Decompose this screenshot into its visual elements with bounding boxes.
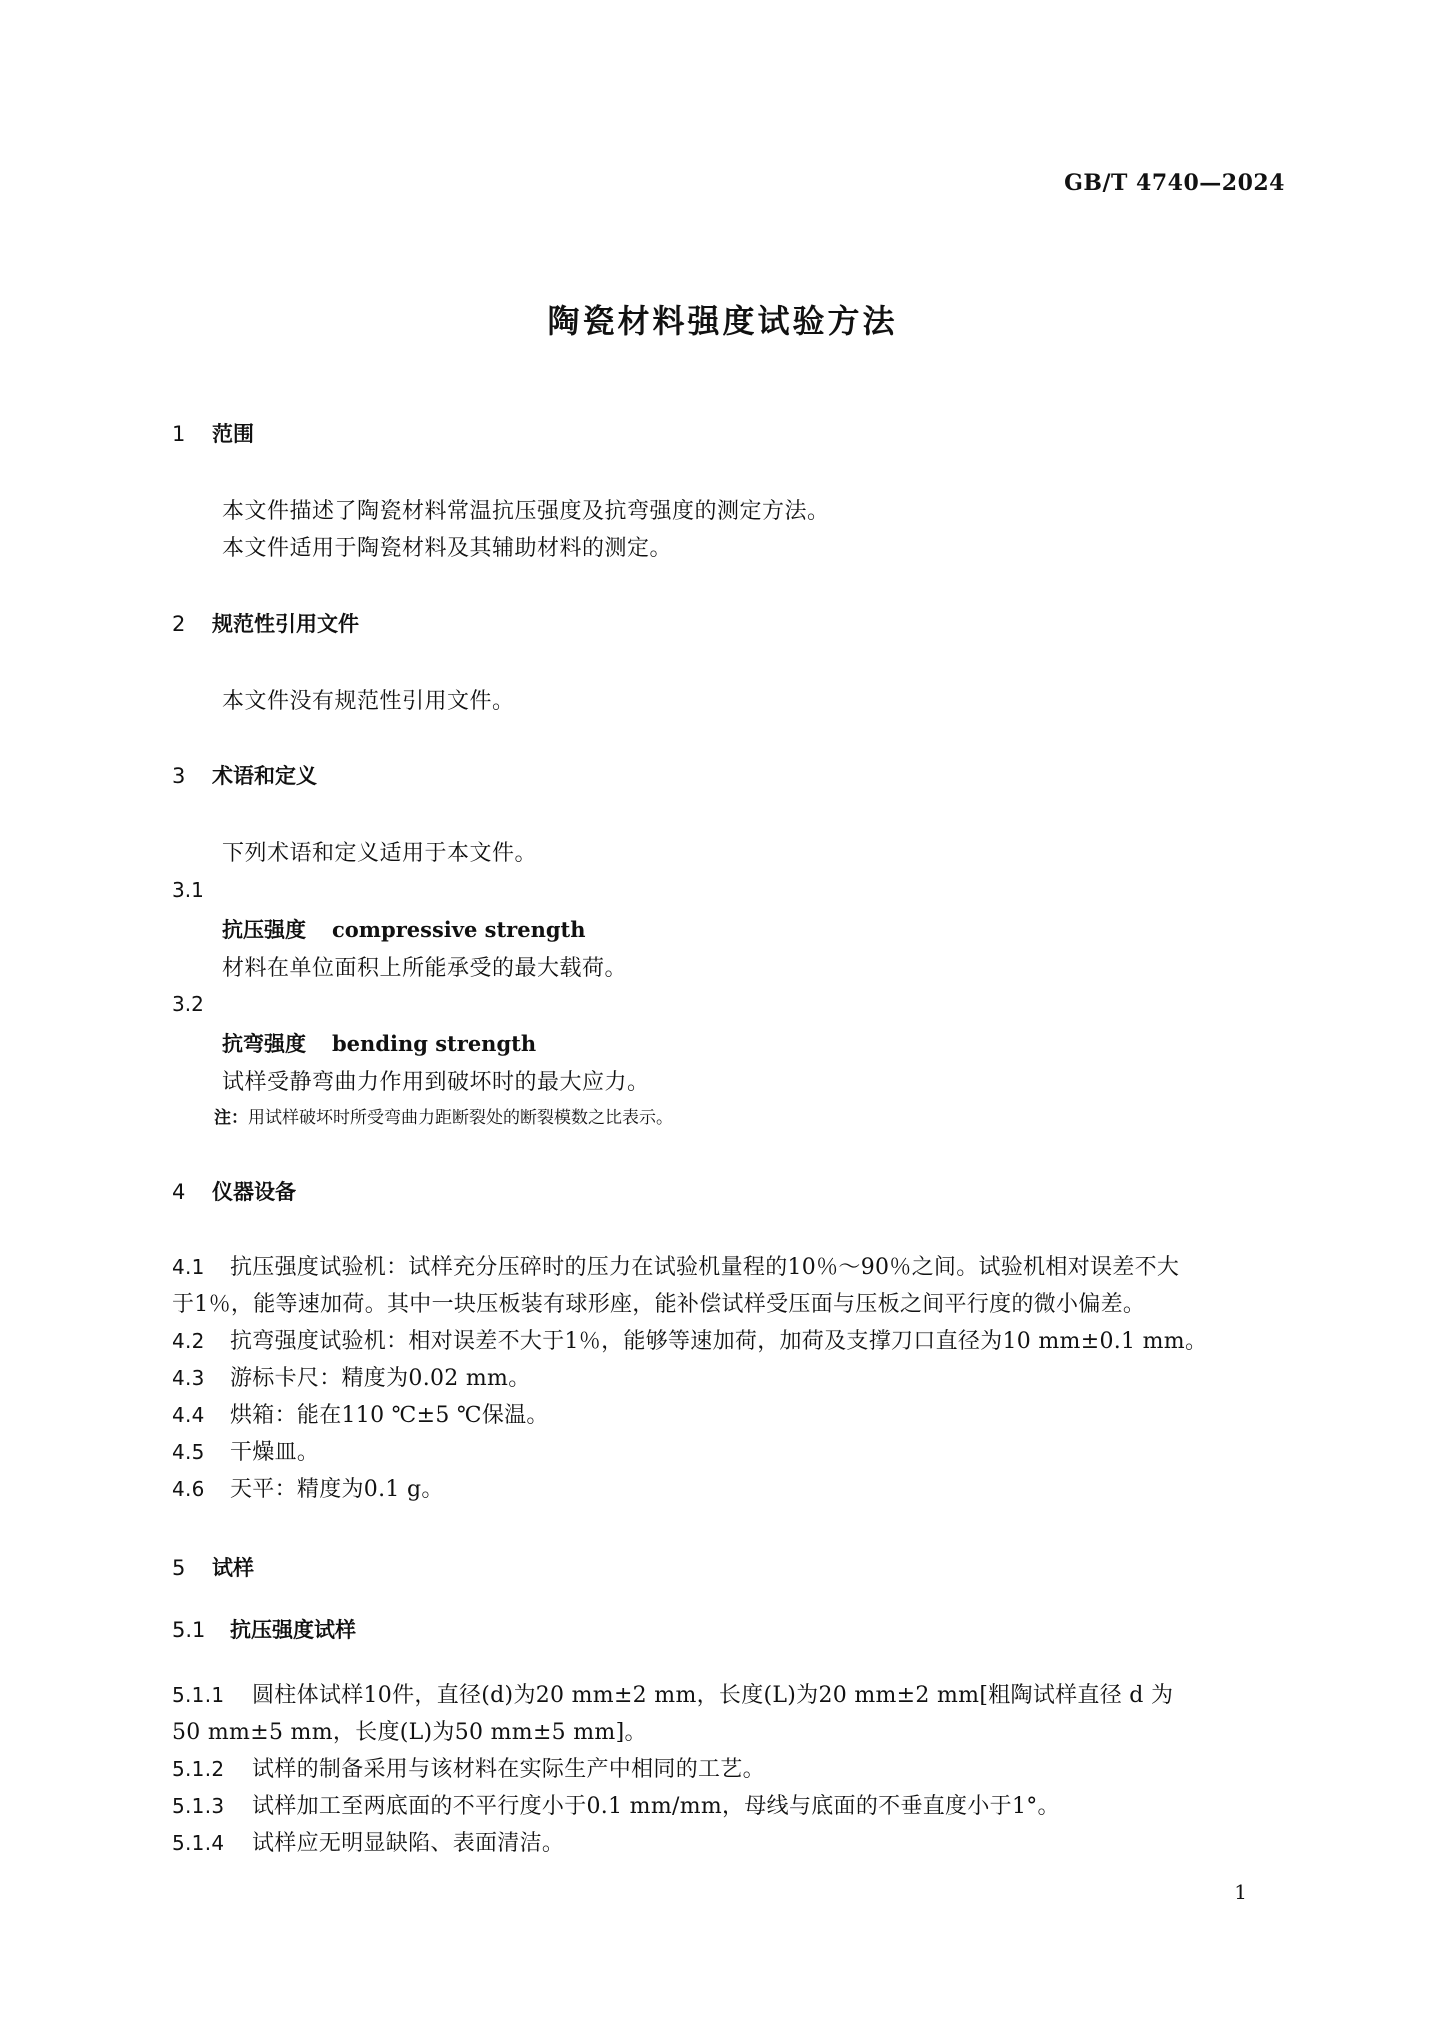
- item-number: 5.1.3: [172, 1794, 225, 1818]
- list-item: [172, 1361, 531, 1392]
- subsection-5-1-heading: [172, 1614, 356, 1644]
- term-chinese: 抗弯强度: [222, 1031, 306, 1056]
- list-item: [172, 1789, 1060, 1820]
- term-number: 3.2: [172, 992, 204, 1016]
- list-item: [172, 1826, 564, 1857]
- item-number: 4.4: [172, 1403, 205, 1427]
- list-item: [172, 1678, 1173, 1709]
- item-number: 5.1.4: [172, 1831, 225, 1855]
- list-item: [172, 1472, 444, 1503]
- term-definition: 材料在单位面积上所能承受的最大载荷。: [222, 956, 628, 981]
- section-5-heading: [172, 1552, 254, 1582]
- term-heading: [222, 914, 586, 944]
- subsection-number: 5.1: [172, 1618, 206, 1642]
- list-item-continuation: [172, 1715, 647, 1746]
- term-heading: [222, 1028, 536, 1058]
- page-number: 1: [1234, 1880, 1247, 1904]
- section-title: 范围: [212, 422, 254, 446]
- item-number: 4.5: [172, 1440, 205, 1464]
- item-text: 试样加工至两底面的不平行度小于0.1 mm/mm，母线与底面的不垂直度小于1°。: [252, 1794, 1060, 1819]
- section-number: 5: [172, 1556, 186, 1580]
- paragraph: 本文件描述了陶瓷材料常温抗压强度及抗弯强度的测定方法。: [222, 499, 830, 524]
- paragraph: 本文件适用于陶瓷材料及其辅助材料的测定。: [222, 536, 673, 561]
- section-number: 2: [172, 612, 186, 636]
- item-text: 试样的制备采用与该材料在实际生产中相同的工艺。: [252, 1757, 765, 1782]
- section-number: 1: [172, 422, 186, 446]
- item-text: 抗弯强度试验机：相对误差不大于1％，能够等速加荷，加荷及支撑刀口直径为10 mm±0.1 mm。: [230, 1329, 1208, 1354]
- item-text: 于1％，能等速加荷。其中一块压板装有球形座，能补偿试样受压面与压板之间平行度的微小偏差。: [172, 1292, 1146, 1317]
- list-item: [172, 1250, 1179, 1281]
- item-number: 4.2: [172, 1329, 205, 1353]
- section-4-heading: [172, 1176, 296, 1206]
- section-title: 规范性引用文件: [212, 612, 359, 636]
- list-item: [172, 1398, 549, 1429]
- section-1-heading: [172, 418, 254, 448]
- item-text: 50 mm±5 mm，长度(L)为50 mm±5 mm]。: [172, 1720, 647, 1745]
- item-number: 5.1.2: [172, 1757, 225, 1781]
- term-number: 3.1: [172, 878, 204, 902]
- item-text: 圆柱体试样10件，直径(d)为20 mm±2 mm，长度(L)为20 mm±2 mm[粗陶试样直径 d 为: [252, 1683, 1174, 1708]
- list-item: [172, 1435, 319, 1466]
- item-number: 5.1.1: [172, 1683, 225, 1707]
- note: [214, 1103, 673, 1128]
- list-item-continuation: [172, 1287, 1145, 1318]
- item-number: 4.6: [172, 1477, 205, 1501]
- section-3-heading: [172, 760, 317, 790]
- section-title: 术语和定义: [212, 764, 317, 788]
- list-item: [172, 1752, 765, 1783]
- term-chinese: 抗压强度: [222, 917, 306, 942]
- term-english: compressive strength: [332, 917, 586, 942]
- note-text: 用试样破坏时所受弯曲力距断裂处的断裂模数之比表示。: [248, 1108, 673, 1128]
- item-text: 天平：精度为0.1 g。: [230, 1477, 444, 1502]
- section-number: 4: [172, 1180, 186, 1204]
- standard-code: GB/T 4740—2024: [1064, 170, 1285, 196]
- paragraph: 下列术语和定义适用于本文件。: [222, 841, 538, 866]
- term-definition: 试样受静弯曲力作用到破坏时的最大应力。: [222, 1070, 650, 1095]
- paragraph: 本文件没有规范性引用文件。: [222, 689, 515, 714]
- item-text: 干燥皿。: [230, 1440, 320, 1465]
- item-text: 烘箱：能在110 ℃±5 ℃保温。: [230, 1403, 549, 1428]
- item-number: 4.3: [172, 1366, 205, 1390]
- list-item: [172, 1324, 1207, 1355]
- section-2-heading: [172, 608, 359, 638]
- item-text: 抗压强度试验机：试样充分压碎时的压力在试验机量程的10％～90％之间。试验机相对误差不大: [230, 1255, 1180, 1280]
- note-label: 注：: [214, 1108, 248, 1128]
- item-text: 游标卡尺：精度为0.02 mm。: [230, 1366, 531, 1391]
- section-title: 仪器设备: [212, 1180, 296, 1204]
- section-number: 3: [172, 764, 186, 788]
- document-title: 陶瓷材料强度试验方法: [547, 302, 898, 340]
- section-title: 试样: [212, 1556, 254, 1580]
- item-number: 4.1: [172, 1255, 205, 1279]
- item-text: 试样应无明显缺陷、表面清洁。: [252, 1831, 565, 1856]
- subsection-title: 抗压强度试样: [230, 1618, 356, 1642]
- term-english: bending strength: [332, 1031, 537, 1056]
